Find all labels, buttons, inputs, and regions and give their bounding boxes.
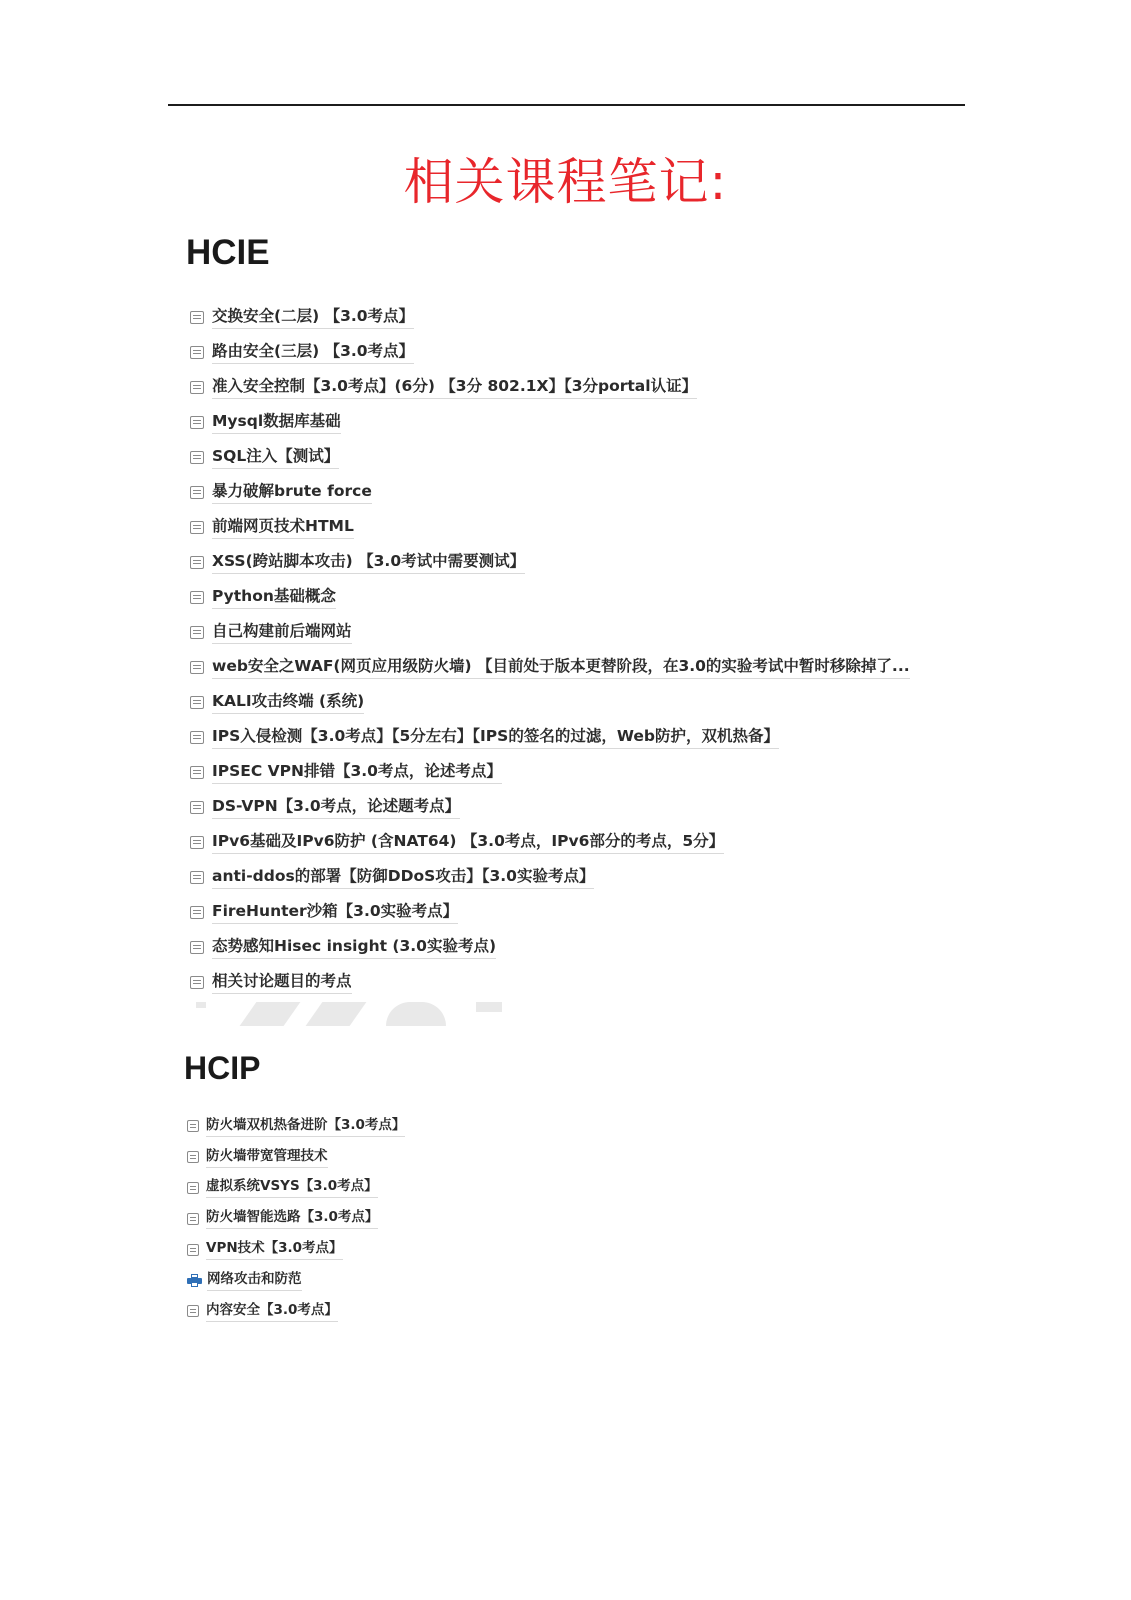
page-icon (190, 381, 204, 394)
note-link[interactable]: DS-VPN【3.0考点，论述题考点】 (212, 796, 460, 819)
note-item[interactable] (190, 860, 910, 895)
page-icon (190, 801, 204, 814)
note-item[interactable] (190, 895, 910, 930)
note-item[interactable] (187, 1203, 405, 1234)
note-item[interactable] (187, 1234, 405, 1265)
page-icon (190, 976, 204, 989)
page-icon (190, 906, 204, 919)
note-link[interactable]: IPS入侵检测【3.0考点】【5分左右】【IPS的签名的过滤，Web防护，双机热备】 (212, 726, 779, 749)
page-icon (190, 486, 204, 499)
note-link[interactable]: 防火墙带宽管理技术 (206, 1147, 328, 1168)
note-link[interactable]: IPv6基础及IPv6防护 (含NAT64) 【3.0考点，IPv6部分的考点，5分】 (212, 831, 724, 854)
note-link[interactable]: 自己构建前后端网站 (212, 621, 352, 644)
note-link[interactable]: KALI攻击终端 (系统) (212, 691, 364, 714)
note-item[interactable] (187, 1142, 405, 1173)
note-link[interactable]: 防火墙智能选路【3.0考点】 (206, 1208, 378, 1229)
note-item[interactable] (190, 510, 910, 545)
page-icon (190, 836, 204, 849)
printer-icon (187, 1274, 202, 1287)
note-link[interactable]: IPSEC VPN排错【3.0考点，论述考点】 (212, 761, 502, 784)
page-icon (190, 311, 204, 324)
note-item[interactable] (190, 930, 910, 965)
note-link[interactable]: XSS(跨站脚本攻击) 【3.0考试中需要测试】 (212, 551, 525, 574)
note-link[interactable]: 虚拟系统VSYS【3.0考点】 (206, 1177, 378, 1198)
note-link[interactable]: Mysql数据库基础 (212, 411, 341, 434)
page-icon (190, 521, 204, 534)
note-link[interactable]: 防火墙双机热备进阶【3.0考点】 (206, 1116, 405, 1137)
note-item[interactable] (187, 1296, 405, 1327)
page-icon (187, 1120, 199, 1132)
note-item[interactable] (190, 370, 910, 405)
note-item[interactable] (187, 1265, 405, 1296)
hcie-note-list (190, 300, 910, 1000)
note-link[interactable]: 态势感知Hisec insight (3.0实验考点) (212, 936, 496, 959)
page-icon (190, 591, 204, 604)
note-item[interactable] (187, 1111, 405, 1142)
page-icon (190, 661, 204, 674)
note-item[interactable] (190, 300, 910, 335)
faded-watermark (196, 1002, 516, 1026)
page-icon (190, 416, 204, 429)
page-icon (190, 731, 204, 744)
page-icon (190, 556, 204, 569)
page-icon (190, 696, 204, 709)
note-link[interactable]: 内容安全【3.0考点】 (206, 1301, 338, 1322)
note-item[interactable] (190, 755, 910, 790)
note-link[interactable]: SQL注入【测试】 (212, 446, 339, 469)
note-item[interactable] (190, 965, 910, 1000)
note-item[interactable] (190, 790, 910, 825)
page-icon (190, 871, 204, 884)
page-icon (190, 766, 204, 779)
note-item[interactable] (190, 580, 910, 615)
note-link[interactable]: 网络攻击和防范 (207, 1270, 302, 1291)
section-heading-hcip: HCIP (184, 1050, 261, 1086)
page-icon (187, 1244, 199, 1256)
page-icon (187, 1182, 199, 1194)
note-link[interactable]: anti-ddos的部署【防御DDoS攻击】【3.0实验考点】 (212, 866, 594, 889)
note-item[interactable] (190, 720, 910, 755)
note-link[interactable]: FireHunter沙箱【3.0实验考点】 (212, 901, 458, 924)
page-icon (187, 1213, 199, 1225)
page-title: 相关课程笔记: (403, 153, 728, 211)
page-icon (190, 451, 204, 464)
hcip-note-list (187, 1111, 405, 1327)
note-link[interactable]: Python基础概念 (212, 586, 336, 609)
note-item[interactable] (190, 825, 910, 860)
note-link[interactable]: 交换安全(二层) 【3.0考点】 (212, 306, 414, 329)
section-heading-hcie: HCIE (186, 233, 270, 272)
top-divider (168, 104, 965, 106)
note-link[interactable]: VPN技术【3.0考点】 (206, 1239, 343, 1260)
note-item[interactable] (190, 475, 910, 510)
note-link[interactable]: web安全之WAF(网页应用级防火墙) 【目前处于版本更替阶段，在3.0的实验考试中暂时移除掉了... (212, 656, 910, 679)
page-icon (190, 941, 204, 954)
note-item[interactable] (190, 615, 910, 650)
page-icon (187, 1151, 199, 1163)
note-link[interactable]: 路由安全(三层) 【3.0考点】 (212, 341, 414, 364)
note-item[interactable] (190, 440, 910, 475)
note-link[interactable]: 相关讨论题目的考点 (212, 971, 352, 994)
note-item[interactable] (190, 545, 910, 580)
page-icon (187, 1305, 199, 1317)
note-item[interactable] (190, 685, 910, 720)
note-link[interactable]: 暴力破解brute force (212, 481, 372, 504)
note-link[interactable]: 前端网页技术HTML (212, 516, 354, 539)
page-icon (190, 346, 204, 359)
page-icon (190, 626, 204, 639)
note-item[interactable] (190, 405, 910, 440)
note-item[interactable] (187, 1173, 405, 1204)
note-item[interactable] (190, 335, 910, 370)
note-item[interactable] (190, 650, 910, 685)
note-link[interactable]: 准入安全控制【3.0考点】(6分) 【3分 802.1X】【3分portal认证】 (212, 376, 697, 399)
